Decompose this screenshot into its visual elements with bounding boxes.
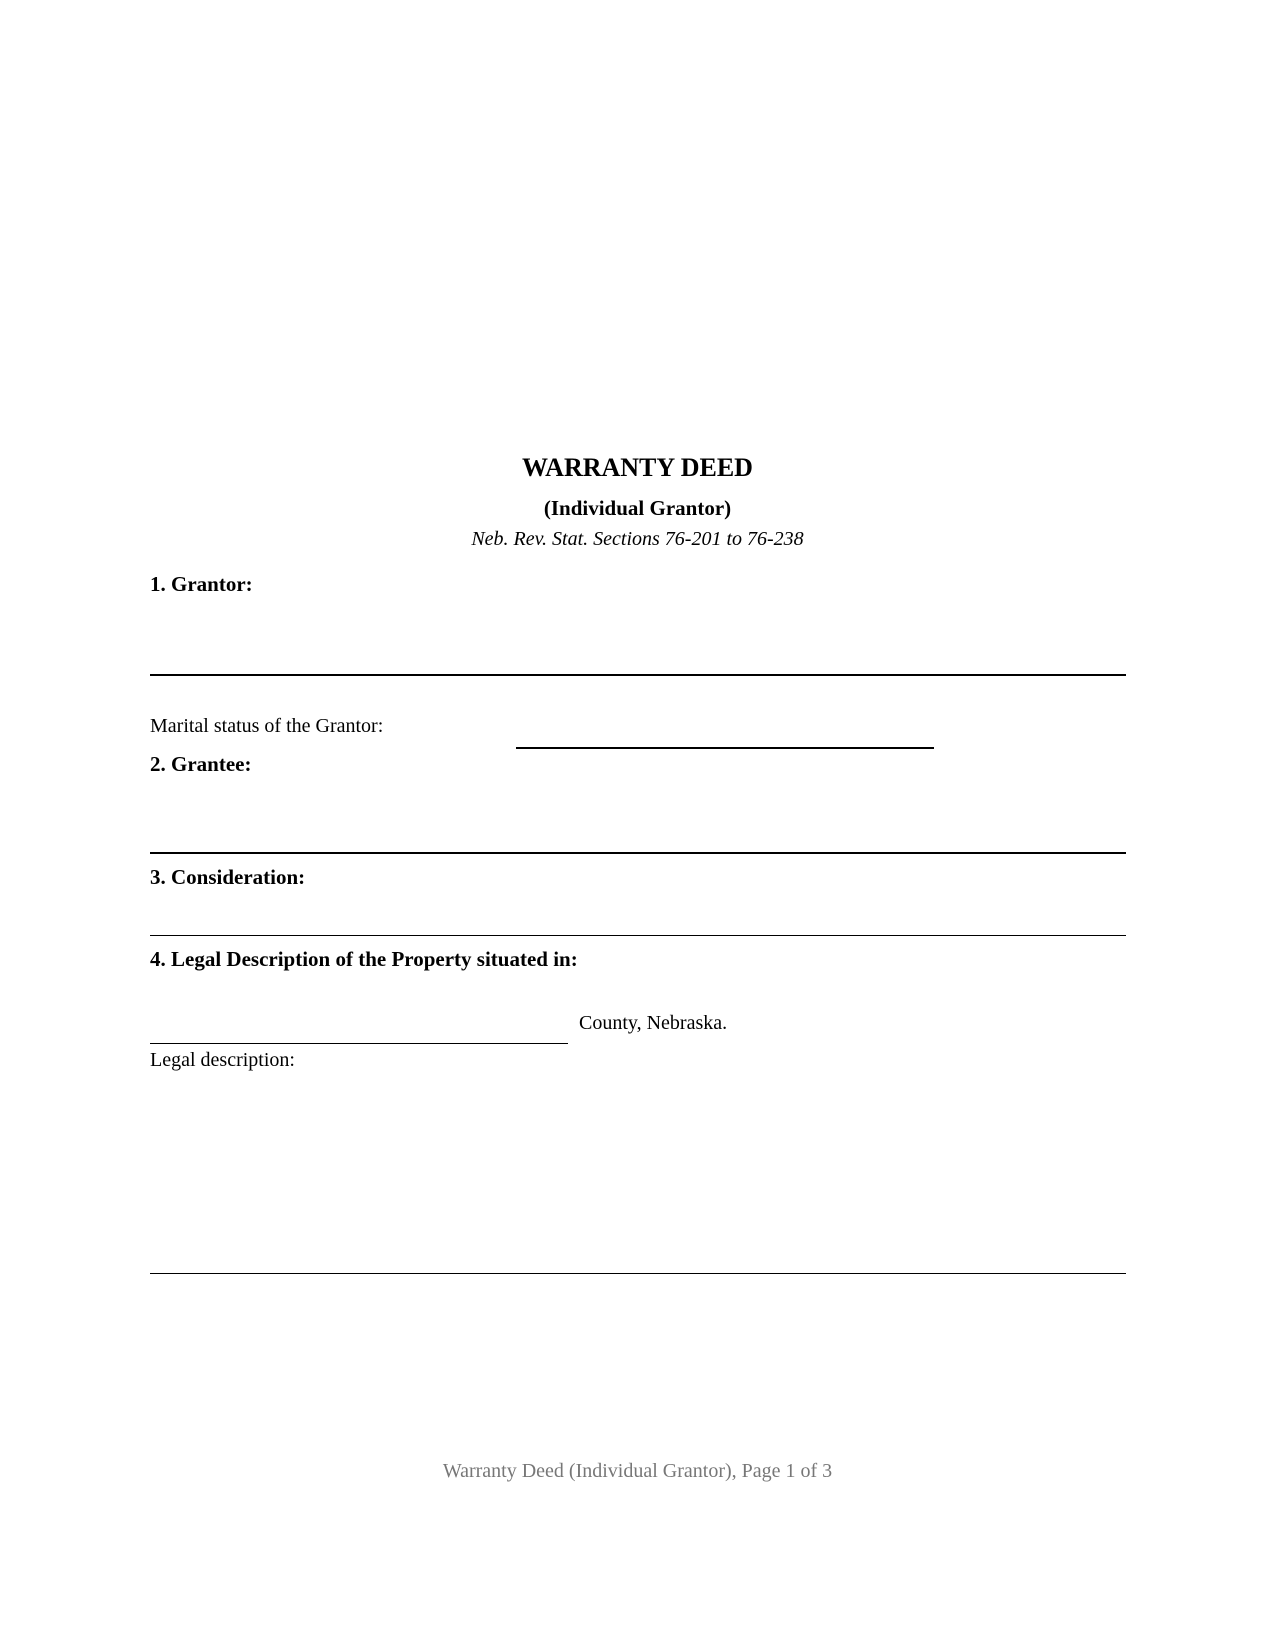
legal-description-label: Legal description: <box>150 1049 295 1071</box>
legal-description-field[interactable] <box>150 1080 1126 1270</box>
legal-description-heading: 4. Legal Description of the Property situated in: <box>150 947 578 971</box>
marital-status-field[interactable] <box>516 712 934 746</box>
county-field[interactable] <box>150 1005 568 1042</box>
grantor-line <box>150 674 1126 676</box>
consideration-line <box>150 935 1126 936</box>
document-title: WARRANTY DEED <box>522 453 753 482</box>
consideration-heading: 3. Consideration: <box>150 865 306 889</box>
statute-reference: Neb. Rev. Stat. Sections 76-201 to 76-238 <box>471 528 804 550</box>
county-line <box>150 1043 568 1044</box>
grantee-heading: 2. Grantee: <box>150 752 252 776</box>
consideration-field[interactable] <box>150 895 1126 933</box>
county-suffix: County, Nebraska. <box>579 1012 728 1034</box>
marital-status-label: Marital status of the Grantor: <box>150 715 384 737</box>
document-subtitle: (Individual Grantor) <box>543 496 732 520</box>
grantor-heading: 1. Grantor: <box>150 572 253 596</box>
grantor-field[interactable] <box>150 600 1126 672</box>
grantee-field[interactable] <box>150 780 1126 850</box>
grantee-line <box>150 852 1126 854</box>
legal-description-line <box>150 1273 1126 1274</box>
page-footer: Warranty Deed (Individual Grantor), Page 1 of 3 <box>442 1460 833 1482</box>
marital-status-line <box>516 747 934 749</box>
